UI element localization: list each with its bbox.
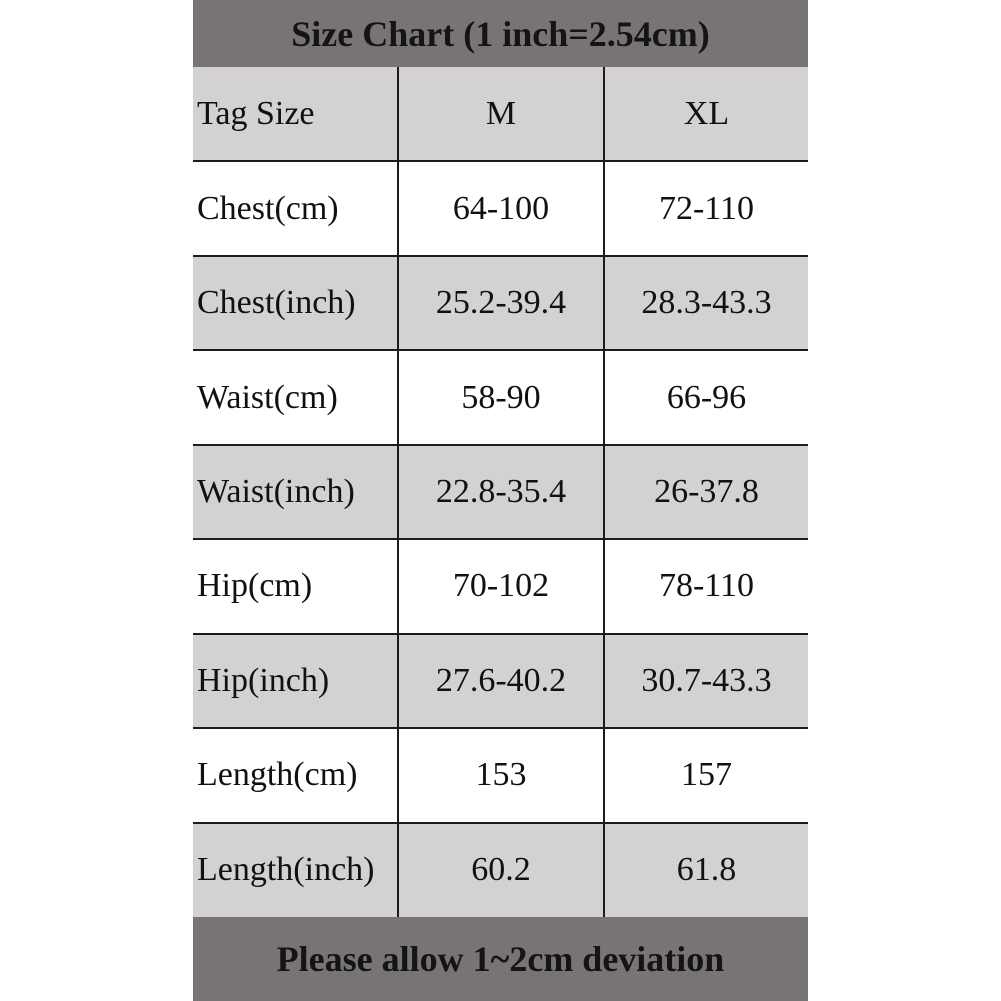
row-label: Chest(cm) xyxy=(193,161,398,255)
header-size-xl: XL xyxy=(604,67,808,161)
size-table xyxy=(193,67,808,917)
value-cell-m: 64-100 xyxy=(398,161,604,255)
value-cell-m: 22.8-35.4 xyxy=(398,445,604,539)
table-row-waist-inch xyxy=(193,445,808,539)
deviation-note: Please allow 1~2cm deviation xyxy=(193,917,808,1001)
value-cell-xl: 30.7-43.3 xyxy=(604,634,808,728)
value-cell-xl: 157 xyxy=(604,728,808,822)
row-label: Hip(inch) xyxy=(193,634,398,728)
value-cell-xl: 78-110 xyxy=(604,539,808,633)
table-row-hip-cm xyxy=(193,539,808,633)
value-cell-m: 58-90 xyxy=(398,350,604,444)
value-cell-m: 153 xyxy=(398,728,604,822)
value-cell-xl: 72-110 xyxy=(604,161,808,255)
row-label: Waist(cm) xyxy=(193,350,398,444)
table-row-chest-inch xyxy=(193,256,808,350)
value-cell-xl: 61.8 xyxy=(604,823,808,918)
row-label: Waist(inch) xyxy=(193,445,398,539)
header-label-cell: Tag Size xyxy=(193,67,398,161)
value-cell-xl: 66-96 xyxy=(604,350,808,444)
size-chart xyxy=(193,0,808,1001)
row-label: Length(inch) xyxy=(193,823,398,918)
table-row-chest-cm xyxy=(193,161,808,255)
value-cell-m: 60.2 xyxy=(398,823,604,918)
table-row-length-inch xyxy=(193,823,808,918)
table-row-length-cm xyxy=(193,728,808,822)
table-row-hip-inch xyxy=(193,634,808,728)
table-row-waist-cm xyxy=(193,350,808,444)
size-chart-title: Size Chart (1 inch=2.54cm) xyxy=(193,0,808,67)
header-size-m: M xyxy=(398,67,604,161)
value-cell-m: 25.2-39.4 xyxy=(398,256,604,350)
value-cell-xl: 28.3-43.3 xyxy=(604,256,808,350)
row-label: Hip(cm) xyxy=(193,539,398,633)
value-cell-xl: 26-37.8 xyxy=(604,445,808,539)
row-label: Chest(inch) xyxy=(193,256,398,350)
row-label: Length(cm) xyxy=(193,728,398,822)
value-cell-m: 27.6-40.2 xyxy=(398,634,604,728)
table-header-row xyxy=(193,67,808,161)
value-cell-m: 70-102 xyxy=(398,539,604,633)
